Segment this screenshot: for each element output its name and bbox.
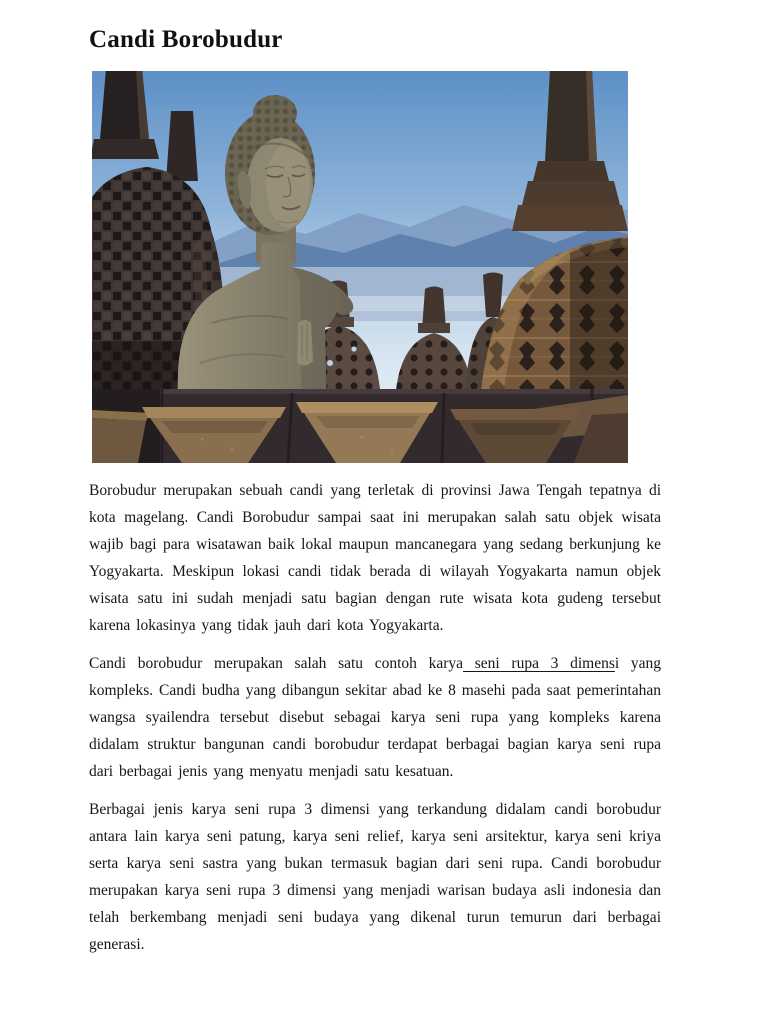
borobudur-photo: [92, 71, 628, 463]
paragraph-seni-rupa: [89, 650, 661, 785]
paragraph-intro: Borobudur merupakan sebuah candi yang terletak di provinsi Jawa Tengah tepatnya di kota magelang. Candi Borobudur sampai saat ini merupakan salah satu objek wisata wajib bagi para wisatawan baik lokal maupun mancanegara yang sedang berkunjung ke Yogyakarta. Meskipun lokasi candi tidak berada di wilayah Yogyakarta namun objek wisata satu ini sudah menjadi satu bagian dengan rute wisata kota gudeng tersebut karena lokasinya yang tidak jauh dari kota Yogyakarta.: [89, 482, 661, 634]
paragraph-seni-rupa-after: i yang kompleks. Candi budha yang dibangun sekitar abad ke 8 masehi pada saat pemerintahan wangsa syailendra tersebut disebut sebagai karya seni rupa yang kompleks karena didalam struktur bangunan candi borobudur terdapat berbagai bagian karya seni rupa dari berbagai jenis yang menyatu menjadi satu kesatuan.: [89, 655, 661, 780]
paragraph-jenis-karya: Berbagai jenis karya seni rupa 3 dimensi yang terkandung didalam candi borobudur antara lain karya seni patung, karya seni relief, karya seni arsitektur, karya seni kriya serta karya seni sastra yang bukan termasuk bagian dari seni rupa. Candi borobudur merupakan karya seni rupa 3 dimensi yang menjadi warisan budaya asli indonesia dan telah berkembang menjadi seni budaya yang dikenal turun temurun dari berbagai generasi.: [89, 801, 661, 953]
underlined-phrase: seni rupa 3 dimens: [463, 655, 615, 672]
body-text: [89, 477, 661, 969]
paragraph-seni-rupa-before: Candi borobudur merupakan salah satu contoh karya: [89, 655, 464, 672]
borobudur-photo-illustration: [92, 71, 628, 463]
foreground-pedestals: [92, 389, 628, 463]
page-title: Candi Borobudur: [89, 26, 283, 53]
